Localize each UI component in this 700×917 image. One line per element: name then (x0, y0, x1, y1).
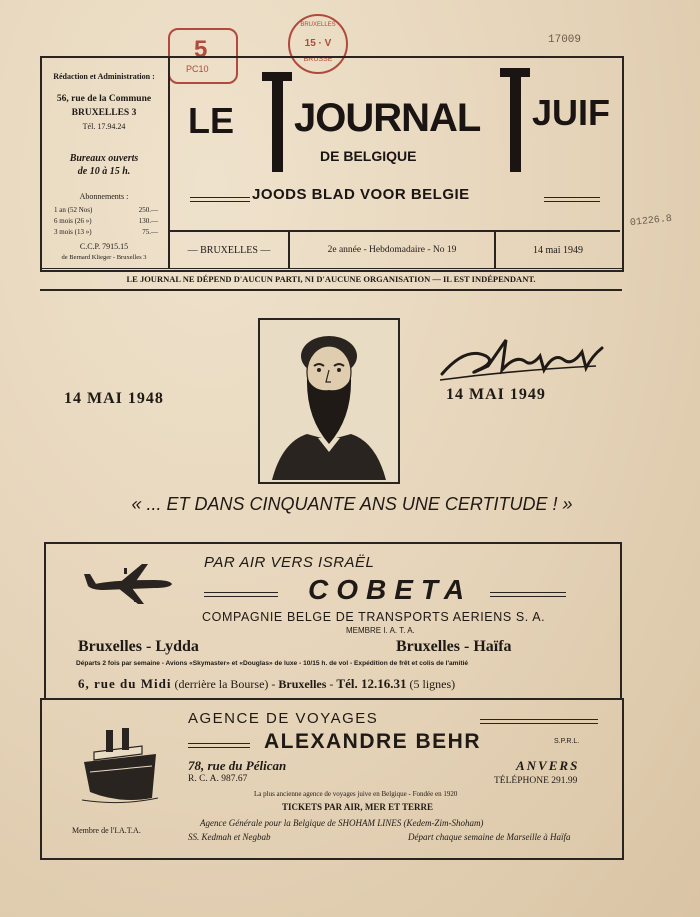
issue-number: 2e année - Hebdomadaire - No 19 (327, 245, 457, 255)
cobeta-company: COBETA (308, 574, 473, 605)
behr-ships: SS. Kedmah et Negbab (188, 832, 271, 842)
issue-city: — BRUXELLES — (187, 244, 271, 256)
cobeta-company-full: COMPAGNIE BELGE DE TRANSPORTS AERIENS S. A. (202, 610, 546, 624)
issue-date: 14 mai 1949 (533, 244, 583, 256)
behr-iata: Membre de l'I.A.T.A. (72, 826, 141, 835)
behr-departure: Départ chaque semaine de Marseille à Haïfa (408, 832, 571, 842)
date-1949: 14 MAI 1949 (446, 386, 546, 403)
sub-price: 250.— (138, 206, 158, 214)
signature-text (486, 380, 490, 381)
behr-headline: AGENCE DE VOYAGES (188, 710, 379, 727)
admin-address: 56, rue de la Commune (56, 94, 152, 104)
postmark-city-bottom: BRUSSE (303, 56, 333, 63)
subscription-row (54, 206, 158, 215)
title-le: LE (188, 100, 235, 141)
cobeta-details: Départs 2 fois par semaine - Avions «Skymaster» et «Douglas» de luxe - 10/15 h. de vol - Expédition de frêt et colis de l'amitié (76, 660, 469, 667)
behr-legal: S.P.R.L. (554, 738, 580, 745)
behr-company: ALEXANDRE BEHR (264, 730, 482, 753)
subscriptions-label: Abonnements : (79, 192, 129, 201)
cobeta-address-city: Bruxelles (278, 677, 327, 691)
office-hours-2: de 10 à 15 h. (77, 166, 131, 177)
rule (188, 743, 250, 748)
airplane-icon (84, 560, 176, 606)
portrait-illustration (262, 322, 396, 480)
behr-rca: R. C. A. 987.67 (188, 774, 248, 784)
rule-right (544, 197, 600, 202)
title-juif: JUIF (532, 92, 611, 133)
postage-code: PC10 (186, 64, 209, 74)
ship-icon (80, 722, 160, 806)
postage-value: 5 (194, 36, 208, 63)
office-hours-1: Bureaux ouverts (69, 153, 139, 164)
archive-number: 17009 (548, 34, 582, 46)
behr-tagline: La plus ancienne agence de voyages juive en Belgique - Fondée en 1920 (254, 790, 458, 798)
behr-agency: Agence Générale pour la Belgique de SHOHAM LINES (Kedem-Zim-Shoham) (200, 818, 484, 828)
title-flemish: JOODS BLAD VOOR BELGIE (252, 186, 470, 203)
title-j-stroke (262, 72, 292, 172)
cobeta-ad (44, 542, 622, 700)
divider (288, 230, 290, 268)
dash: - (329, 677, 334, 691)
admin-tel: Tél. 17.94.24 (82, 122, 126, 131)
sub-price: 130.— (138, 217, 158, 225)
divider (494, 230, 496, 268)
rule-left (190, 197, 250, 202)
independence-note: LE JOURNAL NE DÉPEND D'AUCUN PARTI, NI D'AUCUNE ORGANISATION — IL EST INDÉPENDANT. (40, 268, 622, 291)
herzl-portrait (258, 318, 400, 484)
behr-street: 78, rue du Pélican (188, 758, 287, 773)
rule (490, 592, 566, 597)
sub-period: 6 mois (26 ») (54, 217, 92, 225)
sub-period: 1 an (52 Nos) (54, 206, 93, 214)
sub-price: 75.— (142, 228, 158, 236)
title-journal: JOURNAL (294, 96, 481, 140)
title-de-belgique: DE BELGIQUE (320, 148, 417, 164)
subscription-row (54, 228, 158, 237)
subscription-row (54, 217, 158, 226)
herzl-quote: « ... ET DANS CINQUANTE ANS UNE CERTITUDE ! » (131, 494, 573, 514)
issue-info-row (170, 230, 620, 268)
title-area (170, 56, 620, 230)
date-1948: 14 MAI 1948 (64, 390, 164, 407)
signature (436, 326, 606, 386)
ccp-holder: de Bernard Klieger - Bruxelles 3 (61, 254, 147, 261)
behr-tickets: TICKETS PAR AIR, MER ET TERRE (282, 802, 434, 812)
admin-city: BRUXELLES 3 (71, 108, 137, 118)
ccp-number: C.C.P. 7915.15 (79, 242, 129, 251)
rule (480, 719, 598, 724)
cobeta-address (78, 676, 455, 692)
cobeta-route-left: Bruxelles - Lydda (78, 638, 199, 655)
postmark-date: 15 · V (304, 38, 332, 49)
cobeta-route-right: Bruxelles - Haïfa (396, 638, 512, 655)
cobeta-phone-lines: (5 lignes) (409, 677, 456, 691)
admin-label: Rédaction et Administration : (53, 72, 155, 81)
behr-phone: TÉLÉPHONE 291.99 (494, 776, 578, 786)
dash: - (271, 677, 276, 691)
cobeta-headline: PAR AIR VERS ISRAËL (204, 554, 375, 571)
behr-ad (40, 698, 624, 860)
admin-column (40, 56, 170, 268)
rule (204, 592, 278, 597)
behr-city: ANVERS (516, 758, 580, 773)
postmark-city-top: BRUXELLES (300, 22, 336, 28)
cobeta-address-note: (derrière la Bourse) (174, 677, 269, 691)
cobeta-phone: Tél. 12.16.31 (336, 676, 407, 691)
side-note: 01226.8 (629, 213, 673, 230)
cobeta-membership: MEMBRE I. A. T. A. (346, 626, 415, 635)
cobeta-street: 6, rue du Midi (78, 676, 172, 691)
title-j2-stroke (500, 68, 530, 172)
sub-period: 3 mois (13 ») (54, 228, 92, 236)
